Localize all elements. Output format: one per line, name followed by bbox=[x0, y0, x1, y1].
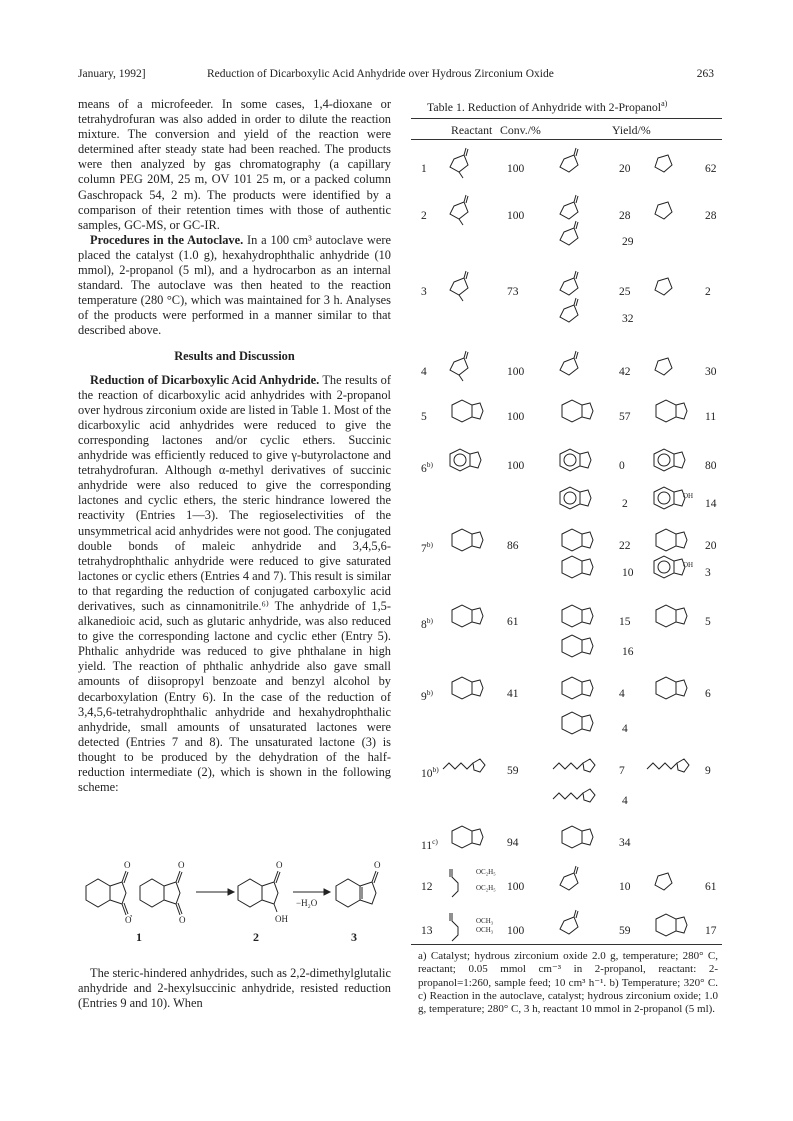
ether-yield: 30 bbox=[705, 366, 717, 378]
lactone-structure bbox=[552, 350, 598, 384]
ether-yield: 5 bbox=[705, 616, 711, 628]
methoxy-label: OCH₃ bbox=[476, 917, 494, 925]
footnote-text: a) Catalyst; hydrous zirconium oxide 2.0 g, temperature; 280° C, reactant; 0.05 mmol cm⁻³ in 2-propanol, reactant: 2-propanol=1:260, sample feed; 10 cm³ h⁻¹. b) Temperature; 320° C. c) Reaction in the autoclave, catalyst; hydrous zirconium oxide; 1.0 g, temperature; 280° C, 3 h, reactant 10 mmol in 2-propanol (5 ml). bbox=[418, 950, 718, 1016]
conversion-value: 100 bbox=[507, 460, 525, 472]
autoclave-heading: Procedures in the Autoclave. bbox=[90, 232, 244, 247]
ether-structure bbox=[646, 395, 692, 429]
lactone-yield: 2 bbox=[622, 498, 628, 510]
svg-text:O: O bbox=[178, 860, 185, 870]
ether-yield: 20 bbox=[705, 540, 717, 552]
table-header-rule bbox=[411, 139, 722, 140]
left-column bbox=[78, 97, 391, 795]
paragraph-steric: The steric-hindered anhydrides, such as 2,2-dimethylglutalic anhydride and 2-hexylsuccinic anhydride, resisted reduction (Entries 9 and 10). When bbox=[78, 966, 391, 1011]
hydroxyl-label: OH bbox=[683, 561, 694, 569]
entry-number: 8$^{b)}$ bbox=[421, 616, 433, 631]
table-caption: Table 1. Reduction of Anhydride with 2-Propanol$^{a)}$ bbox=[427, 99, 668, 114]
lactone-structure bbox=[552, 707, 598, 741]
ether-yield: 2 bbox=[705, 286, 711, 298]
lactone-yield: 25 bbox=[619, 286, 631, 298]
entry-number: 4 bbox=[421, 366, 427, 378]
entry-number: 7$^{b)}$ bbox=[421, 540, 433, 555]
lactone-structure bbox=[552, 909, 598, 943]
entry-number: 13 bbox=[421, 925, 433, 937]
lactone-yield: 22 bbox=[619, 540, 631, 552]
lactone-structure bbox=[552, 444, 598, 478]
lactone-yield: 10 bbox=[622, 567, 634, 579]
lactone-yield: 0 bbox=[619, 460, 625, 472]
lactone-yield: 42 bbox=[619, 366, 631, 378]
lactone-yield: 32 bbox=[622, 313, 634, 325]
lactone-structure bbox=[552, 865, 598, 899]
col-conv: Conv./% bbox=[500, 123, 541, 137]
lactone-yield: 20 bbox=[619, 163, 631, 175]
ethoxy-label: OC₂H₅ bbox=[476, 884, 496, 892]
ether-yield: 28 bbox=[705, 210, 717, 222]
lactone-structure bbox=[552, 220, 598, 254]
paragraph-results bbox=[78, 373, 391, 796]
ether-structure bbox=[646, 350, 692, 384]
lactone-yield: 28 bbox=[619, 210, 631, 222]
section-title: Results and Discussion bbox=[174, 348, 295, 363]
ether-structure bbox=[646, 600, 692, 634]
svg-text:O: O bbox=[276, 860, 283, 870]
ether-structure bbox=[646, 147, 692, 181]
ether-yield: 17 bbox=[705, 925, 717, 937]
ethoxy-label: OC₂H₅ bbox=[476, 868, 496, 876]
reactant-structure bbox=[442, 672, 488, 706]
lactone-structure bbox=[552, 600, 598, 634]
paragraph-autoclave bbox=[78, 233, 391, 339]
entry-number: 6$^{b)}$ bbox=[421, 460, 433, 475]
lactone-structure bbox=[552, 630, 598, 664]
paragraph-method: means of a microfeeder. In some cases, 1,4-dioxane or tetrahydrofuran was also added in order to dilute the reaction mixture. The conversion and yield of the reaction were determined after steady state had been reached. The products were then analyzed by gas chromatography (a capillary column PEG 20M, 25 m, OV 101 25 m, or a packed column Gaschropack 54, 2 m). The products were identified by a comparison of their retention times with those of authentic samples, GC-MS, or GC-IR. bbox=[78, 97, 391, 232]
table-bottom-rule bbox=[411, 944, 722, 945]
lactone-structure bbox=[552, 297, 598, 331]
ether-yield: 11 bbox=[705, 411, 717, 423]
conversion-value: 100 bbox=[507, 210, 525, 222]
scheme-label-3: 3 bbox=[351, 930, 357, 944]
ether-structure bbox=[646, 672, 692, 706]
ether-structure bbox=[646, 749, 692, 783]
reactant-structure bbox=[442, 444, 488, 478]
conversion-value: 100 bbox=[507, 925, 525, 937]
table-footnote bbox=[418, 950, 718, 1016]
reactant-structure bbox=[442, 350, 488, 384]
autoclave-text: In a 100 cm³ autoclave were placed the catalyst (1.0 g), hexahydrophthalic anhydride (10 mmol), 2-propanol (5 ml), and a hydrocarbon as an internal standard. The autoclave was then heated to the reaction temperature (280 °C), which was maintained for 3 h. Analyses of the products were performed in a manner similar to that described above. bbox=[78, 232, 392, 338]
svg-text:O: O bbox=[124, 860, 131, 870]
header-date: January, 1992] bbox=[78, 68, 146, 80]
ether-yield: 9 bbox=[705, 765, 711, 777]
conversion-value: 61 bbox=[507, 616, 519, 628]
table-top-rule bbox=[411, 118, 722, 119]
conversion-value: 100 bbox=[507, 163, 525, 175]
lactone-structure bbox=[552, 147, 598, 181]
lactone-yield: 10 bbox=[619, 881, 631, 893]
conversion-value: 86 bbox=[507, 540, 519, 552]
ether-structure bbox=[646, 270, 692, 304]
reactant-structure bbox=[442, 395, 488, 429]
conversion-value: 100 bbox=[507, 881, 525, 893]
left-column-tail bbox=[78, 966, 391, 1011]
methoxy-label: OCH₃ bbox=[476, 926, 494, 934]
conversion-value: 94 bbox=[507, 837, 519, 849]
ether-structure bbox=[646, 909, 692, 943]
lactone-structure bbox=[552, 395, 598, 429]
entry-footnote-mark: b) bbox=[426, 688, 433, 697]
reactant-structure bbox=[442, 194, 488, 228]
entry-number: 11$^{c)}$ bbox=[421, 837, 438, 852]
lactone-yield: 57 bbox=[619, 411, 631, 423]
reactant-structure bbox=[442, 270, 488, 304]
lactone-yield: 59 bbox=[619, 925, 631, 937]
results-text: The results of the reaction of dicarboxylic acid anhydrides with 2-propanol over hydrous zirconium oxide are listed in Table 1. Most of the dicarboxylic acid anhydrides were reduced to give the corresponding lactones and/or cyclic ethers. Succinic anhydride was efficiently reduced to give γ-butyrolactone and tetrahydrofuran. Although α-methyl derivatives of succinic anhydride were also reduced to give the corresponding lactones and cyclic ethers, the steric hindrance lowered the reactivity (Entries 1—3). The regioselectivities of the unsymmetrical acid anhydrides were not good. The conjugated double bonds of maleic anhydride and 3,4,5,6-tetrahydrophthalic anhydride were reduced to give saturated lactones or cyclic ethers (Entries 4 and 7). This result is similar to that regarding the reduction of conjugated carboxylic acid derivatives, such as cinnamonitrile.⁶⁾ The anhydride of 1,5-alkanedioic acid, such as glutaric anhydride, was also reduced to give the corresponding lactone and cyclic ether (Entry 5). Phthalic anhydride was reduced to give phthalane in high yield. The reaction of phthalic anhydride also gave small amounts of diisopropyl benzoate and benzyl alcohol by decarboxylation (Entry 6). In the case of the reduction of 3,4,5,6-tetrahydrophthalic anhydride and hexahydrophthalic anhydride, small amounts of unsaturated lactones were detected (Entries 7 and 8). The unsaturated lactone (3) is thought to be produced by the dehydration of the half-reduction intermediate (2), which is shown in the following scheme: bbox=[78, 372, 391, 795]
entry-number: 10$^{b)}$ bbox=[421, 765, 439, 780]
svg-text:,: , bbox=[130, 908, 133, 918]
conversion-value: 100 bbox=[507, 411, 525, 423]
entry-number: 2 bbox=[421, 210, 427, 222]
entry-footnote-mark: b) bbox=[432, 765, 439, 774]
entry-number: 9$^{b)}$ bbox=[421, 688, 433, 703]
lactone-structure bbox=[552, 482, 598, 516]
entry-footnote-mark: b) bbox=[426, 616, 433, 625]
ether-yield: 62 bbox=[705, 163, 717, 175]
scheme-label-1: 1 bbox=[136, 930, 142, 944]
conversion-value: 59 bbox=[507, 765, 519, 777]
results-heading: Reduction of Dicarboxylic Acid Anhydride. bbox=[90, 372, 320, 387]
entry-number: 5 bbox=[421, 411, 427, 423]
lactone-yield: 29 bbox=[622, 236, 634, 248]
alcohol-yield: 3 bbox=[705, 567, 711, 579]
ether-structure bbox=[646, 865, 692, 899]
lactone-yield: 4 bbox=[619, 688, 625, 700]
entry-number: 3 bbox=[421, 286, 427, 298]
col-yield: Yield/% bbox=[612, 123, 651, 137]
lactone-yield: 15 bbox=[619, 616, 631, 628]
reaction-scheme bbox=[78, 856, 391, 946]
header-title: Reduction of Dicarboxylic Acid Anhydride over Hydrous Zirconium Oxide bbox=[207, 68, 554, 80]
entry-footnote-mark: b) bbox=[426, 460, 433, 469]
scheme-label-2: 2 bbox=[253, 930, 259, 944]
ether-structure bbox=[646, 444, 692, 478]
svg-text:O: O bbox=[179, 915, 186, 925]
conversion-value: 41 bbox=[507, 688, 519, 700]
scheme-oh: OH bbox=[275, 914, 288, 924]
ether-yield: 6 bbox=[705, 688, 711, 700]
svg-text:O: O bbox=[125, 915, 132, 925]
hydroxyl-label: OH bbox=[683, 492, 694, 500]
page-number: 263 bbox=[696, 68, 714, 80]
ether-structure bbox=[646, 194, 692, 228]
reactant-structure bbox=[442, 600, 488, 634]
alcohol-yield: 14 bbox=[705, 498, 717, 510]
lactone-structure bbox=[552, 672, 598, 706]
conversion-value: 73 bbox=[507, 286, 519, 298]
conversion-value: 100 bbox=[507, 366, 525, 378]
reactant-structure bbox=[442, 821, 488, 855]
lactone-yield: 7 bbox=[619, 765, 625, 777]
svg-text:O: O bbox=[374, 860, 381, 870]
reactant-structure bbox=[442, 749, 488, 783]
col-reactant: Reactant bbox=[451, 123, 493, 137]
lactone-structure bbox=[552, 749, 598, 783]
ether-yield: 61 bbox=[705, 881, 717, 893]
lactone-yield: 4 bbox=[622, 795, 628, 807]
lactone-structure bbox=[552, 821, 598, 855]
reactant-structure bbox=[442, 147, 488, 181]
scheme-reagent: −H₂O bbox=[296, 898, 318, 908]
entry-footnote-mark: c) bbox=[432, 837, 438, 846]
ether-yield: 80 bbox=[705, 460, 717, 472]
entry-footnote-mark: b) bbox=[426, 540, 433, 549]
lactone-structure bbox=[552, 551, 598, 585]
lactone-structure bbox=[552, 779, 598, 813]
entry-number: 12 bbox=[421, 881, 433, 893]
lactone-yield: 4 bbox=[622, 723, 628, 735]
reactant-structure bbox=[442, 524, 488, 558]
entry-number: 1 bbox=[421, 163, 427, 175]
lactone-yield: 16 bbox=[622, 646, 634, 658]
lactone-yield: 34 bbox=[619, 837, 631, 849]
